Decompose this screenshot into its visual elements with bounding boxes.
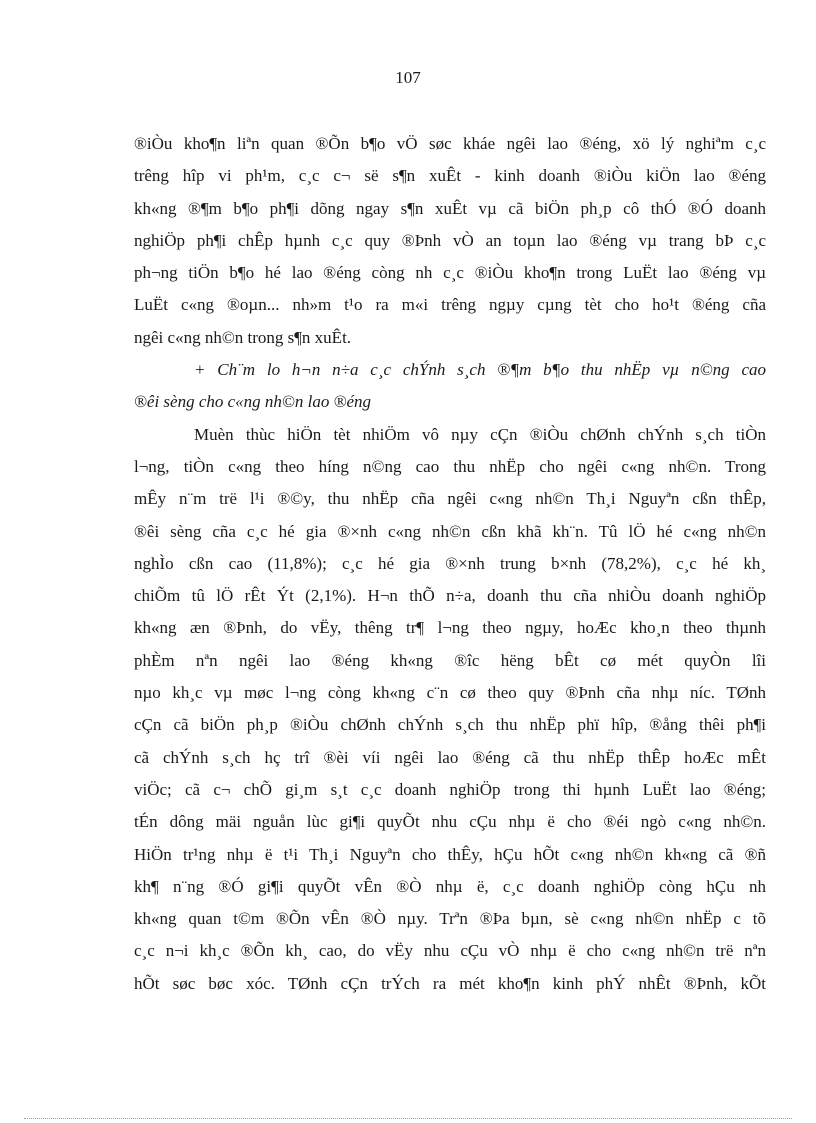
text-line: LuËt c«ng ®oµn... nh»m t¹o ra m«i trêng ngµy cµng tèt cho ho¹t ®éng cña bbox=[134, 295, 766, 315]
text-line: cÇn cã biÖn ph¸p ®iÒu chØnh chÝnh s¸ch thu nhËp phï hîp, ®ång thêi ph¶i bbox=[134, 715, 766, 735]
text-line: l¬ng, tiÒn c«ng theo híng n©ng cao thu nhËp cho ngêi c«ng nh©n. Trong bbox=[134, 456, 766, 476]
text-line: hÕt søc bøc xóc. TØnh cÇn trÝch ra mét kho¶n kinh phÝ nhÊt ®Þnh, kÕt bbox=[134, 973, 766, 993]
text-line: nghÌo cßn cao (11,8%); c¸c hé gia ®×nh trung b×nh (78,2%), c¸c hé kh¸ bbox=[134, 553, 766, 573]
text-line: HiÖn tr¹ng nhµ ë t¹i Th¸i Nguyªn cho thÊy, hÇu hÕt c«ng nh©n kh«ng cã ®ñ bbox=[134, 844, 766, 864]
text-line: phÈm nªn ngêi lao ®éng kh«ng ®îc hëng bÊt cø mét quyÒn lîi bbox=[134, 650, 766, 670]
text-line: Muèn thùc hiÖn tèt nhiÖm vô nµy cÇn ®iÒu chØnh chÝnh s¸ch tiÒn bbox=[194, 424, 766, 444]
body-text bbox=[134, 128, 766, 1000]
text-line: viÖc; cã c¬ chÕ gi¸m s¸t c¸c doanh nghiÖp trong thi hµnh LuËt lao ®éng; bbox=[134, 779, 766, 799]
text-line: ngêi c«ng nh©n trong s¶n xuÊt. bbox=[134, 327, 352, 347]
text-line: c¸c n¬i kh¸c ®Õn kh¸ cao, do vËy nhu cÇu vÒ nhµ ë cho c«ng nh©n trë nªn bbox=[134, 941, 766, 961]
text-line: kh¶ n¨ng ®Ó gi¶i quyÕt vÊn ®Ò nhµ ë, c¸c doanh nghiÖp còng hÇu nh bbox=[134, 876, 766, 896]
text-line: ph¬ng tiÖn b¶o hé lao ®éng còng nh c¸c ®iÒu kho¶n trong LuËt lao ®éng vµ bbox=[134, 263, 766, 283]
text-line: kh«ng ®¶m b¶o ph¶i dõng ngay s¶n xuÊt vµ cã biÖn ph¸p cô thÓ ®Ó doanh bbox=[134, 198, 766, 218]
text-line: trêng hîp vi ph¹m, c¸c c¬ së s¶n xuÊt - kinh doanh ®iÒu kiÖn lao ®éng bbox=[134, 166, 766, 186]
text-line: ®iÒu kho¶n liªn quan ®Õn b¶o vÖ søc kháe ngêi lao ®éng, xö lý nghiªm c¸c bbox=[134, 134, 766, 153]
text-line: + Ch¨m lo h¬n n÷a c¸c chÝnh s¸ch ®¶m b¶o thu nhËp vµ n©ng cao bbox=[194, 360, 766, 380]
text-line: mÊy n¨m trë l¹i ®©y, thu nhËp cña ngêi c«ng nh©n Th¸i Nguyªn cßn thÊp, bbox=[134, 489, 766, 509]
text-line: chiÕm tû lÖ rÊt Ýt (2,1%). H¬n thÕ n÷a, doanh thu cña nhiÒu doanh nghiÖp bbox=[134, 586, 766, 606]
text-line: kh«ng æn ®Þnh, do vËy, thêng tr¶ l¬ng theo ngµy, hoÆc kho¸n theo thµnh bbox=[134, 618, 766, 638]
text-line: cã chÝnh s¸ch hç trî ®èi víi ngêi lao ®éng cã thu nhËp thÊp hoÆc mÊt bbox=[134, 747, 766, 767]
text-line: nµo kh¸c vµ møc l¬ng còng kh«ng c¨n cø theo quy ®Þnh cña nhµ níc. TØnh bbox=[134, 683, 766, 703]
page-number: 107 bbox=[395, 68, 421, 87]
page-bottom-divider bbox=[24, 1118, 792, 1119]
text-line: ®êi sèng cho c«ng nh©n lao ®éng bbox=[134, 392, 372, 412]
text-line: nghiÖp ph¶i chÊp hµnh c¸c quy ®Þnh vÒ an toµn lao ®éng vµ trang bÞ c¸c bbox=[134, 230, 766, 250]
text-line: kh«ng quan t©m ®Õn vÊn ®Ò nµy. Trªn ®Þa bµn, sè c«ng nh©n nhËp c tõ bbox=[134, 909, 766, 929]
text-line: ®êi sèng cña c¸c hé gia ®×nh c«ng nh©n cßn khã kh¨n. Tû lÖ hé c«ng nh©n bbox=[134, 521, 766, 541]
text-line: tÉn dông mäi nguån lùc gi¶i quyÕt nhu cÇu nhµ ë cho ®éi ngò c«ng nh©n. bbox=[134, 812, 766, 832]
